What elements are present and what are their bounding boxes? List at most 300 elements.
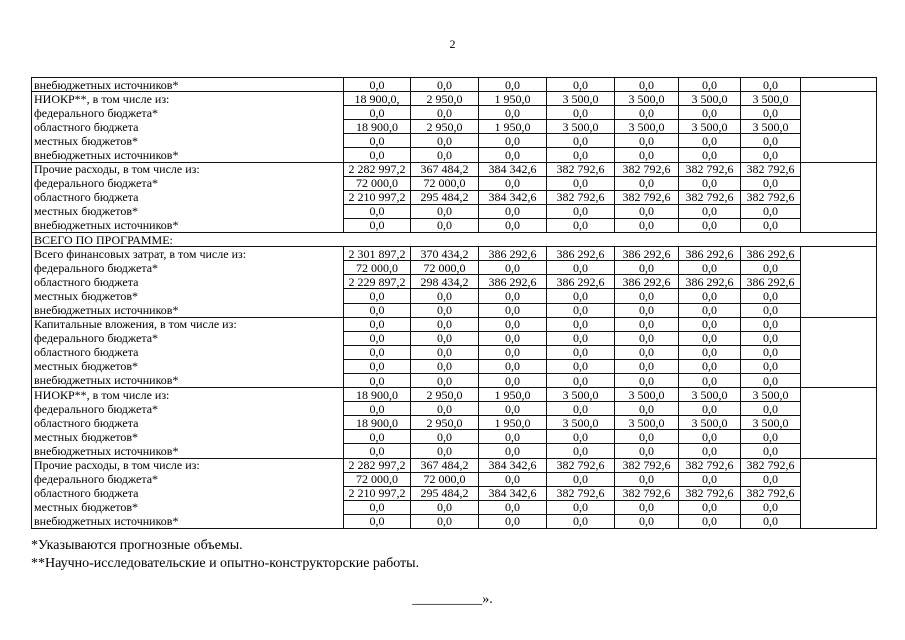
row-label: Прочие расходы, в том числе из: [32,458,344,472]
value-cell: 0,0 [615,106,679,120]
value-cell: 0,0 [547,359,615,373]
value-cell: 382 792,6 [679,162,741,176]
value-cell: 2 282 997,2 [344,162,411,176]
budget-table [31,77,877,529]
value-cell: 0,0 [547,289,615,303]
value-cell: 0,0 [679,444,741,458]
value-cell: 0,0 [741,78,801,92]
value-cell: 0,0 [547,204,615,218]
empty-cell [801,261,877,275]
value-cell: 386 292,6 [615,247,679,261]
value-cell: 0,0 [547,444,615,458]
table-row [32,345,877,359]
table-row [32,162,877,176]
value-cell: 2 950,0 [411,92,479,106]
empty-cell [801,472,877,486]
table-row [32,78,877,92]
table-row [32,472,877,486]
value-cell: 72 000,0 [344,261,411,275]
value-cell: 0,0 [479,444,547,458]
value-cell: 0,0 [479,148,547,162]
value-cell: 18 900,0, [344,92,411,106]
value-cell: 2 301 897,2 [344,247,411,261]
value-cell: 0,0 [547,373,615,387]
value-cell: 0,0 [679,78,741,92]
value-cell: 386 292,6 [741,247,801,261]
table-row [32,317,877,331]
value-cell: 2 282 997,2 [344,458,411,472]
value-cell: 1 950,0 [479,416,547,430]
value-cell: 0,0 [615,204,679,218]
value-cell: 0,0 [679,261,741,275]
value-cell: 298 434,2 [411,275,479,289]
value-cell: 0,0 [615,317,679,331]
value-cell: 0,0 [411,500,479,514]
value-cell: 0,0 [479,500,547,514]
closing-line: __________». [412,592,493,607]
value-cell: 0,0 [479,289,547,303]
value-cell: 0,0 [344,345,411,359]
value-cell: 0,0 [615,289,679,303]
table-row [32,303,877,317]
value-cell: 0,0 [344,106,411,120]
value-cell: 384 342,6 [479,458,547,472]
value-cell: 3 500,0 [679,416,741,430]
value-cell: 0,0 [344,402,411,416]
empty-cell [801,190,877,204]
row-label: федерального бюджета* [32,176,344,190]
value-cell: 382 792,6 [741,458,801,472]
value-cell: 0,0 [679,373,741,387]
value-cell: 18 900,0 [344,120,411,134]
table-row [32,416,877,430]
value-cell: 1 950,0 [479,92,547,106]
value-cell: 3 500,0 [615,388,679,402]
value-cell: 0,0 [741,134,801,148]
value-cell: 1 950,0 [479,120,547,134]
row-label: местных бюджетов* [32,430,344,444]
row-label: областного бюджета [32,275,344,289]
value-cell: 72 000,0 [411,261,479,275]
table-row [32,500,877,514]
value-cell: 0,0 [479,472,547,486]
value-cell: 0,0 [615,444,679,458]
row-label: областного бюджета [32,345,344,359]
value-cell: 0,0 [411,303,479,317]
empty-cell [801,345,877,359]
empty-cell [801,444,877,458]
footnote-niokr: **Научно-исследовательские и опытно-конструкторские работы. [31,556,420,571]
empty-cell [801,289,877,303]
table-row [32,331,877,345]
row-label: местных бюджетов* [32,289,344,303]
value-cell: 382 792,6 [547,486,615,500]
value-cell: 0,0 [615,78,679,92]
value-cell: 386 292,6 [547,247,615,261]
row-label: внебюджетных источников* [32,78,344,92]
value-cell: 0,0 [741,303,801,317]
value-cell: 0,0 [479,218,547,232]
empty-cell [801,303,877,317]
table-row [32,359,877,373]
value-cell: 3 500,0 [547,92,615,106]
value-cell: 18 900,0 [344,388,411,402]
value-cell: 0,0 [615,402,679,416]
empty-cell [801,275,877,289]
value-cell: 0,0 [741,345,801,359]
value-cell: 0,0 [741,317,801,331]
value-cell: 2 950,0 [411,416,479,430]
value-cell: 3 500,0 [741,388,801,402]
value-cell: 0,0 [679,148,741,162]
value-cell: 295 484,2 [411,486,479,500]
value-cell: 0,0 [411,204,479,218]
row-label: областного бюджета [32,190,344,204]
empty-cell [801,247,877,261]
value-cell: 0,0 [615,359,679,373]
value-cell: 0,0 [479,430,547,444]
row-label: местных бюджетов* [32,500,344,514]
table-row [32,486,877,500]
value-cell: 0,0 [547,134,615,148]
value-cell: 0,0 [615,176,679,190]
value-cell: 0,0 [344,317,411,331]
value-cell: 0,0 [615,514,679,528]
value-cell: 0,0 [344,303,411,317]
empty-cell [801,162,877,176]
value-cell: 3 500,0 [547,388,615,402]
table-row [32,176,877,190]
value-cell: 382 792,6 [615,162,679,176]
value-cell: 0,0 [741,148,801,162]
value-cell: 3 500,0 [615,92,679,106]
value-cell: 386 292,6 [547,275,615,289]
value-cell: 0,0 [741,106,801,120]
empty-cell [801,416,877,430]
value-cell: 0,0 [411,289,479,303]
value-cell: 0,0 [479,345,547,359]
value-cell: 0,0 [547,402,615,416]
value-cell: 382 792,6 [741,190,801,204]
footnotes [31,537,631,573]
value-cell: 0,0 [615,218,679,232]
table-row [32,402,877,416]
value-cell: 0,0 [344,500,411,514]
value-cell: 0,0 [479,134,547,148]
value-cell: 0,0 [741,472,801,486]
value-cell: 0,0 [679,176,741,190]
value-cell: 0,0 [679,430,741,444]
value-cell: 0,0 [615,430,679,444]
value-cell: 3 500,0 [615,120,679,134]
value-cell: 386 292,6 [679,275,741,289]
row-label: федерального бюджета* [32,472,344,486]
value-cell: 0,0 [479,303,547,317]
value-cell: 386 292,6 [741,275,801,289]
value-cell: 0,0 [615,500,679,514]
value-cell: 0,0 [547,514,615,528]
value-cell: 0,0 [741,204,801,218]
value-cell: 0,0 [411,134,479,148]
value-cell: 0,0 [615,148,679,162]
value-cell: 0,0 [679,303,741,317]
value-cell: 0,0 [411,359,479,373]
table-row [32,190,877,204]
empty-cell [801,430,877,444]
value-cell: 72 000,0 [344,472,411,486]
value-cell: 0,0 [344,514,411,528]
value-cell: 0,0 [741,359,801,373]
value-cell: 0,0 [344,430,411,444]
value-cell: 0,0 [547,472,615,486]
value-cell: 0,0 [679,500,741,514]
value-cell: 382 792,6 [679,190,741,204]
value-cell: 0,0 [679,106,741,120]
row-label: внебюджетных источников* [32,444,344,458]
value-cell: 0,0 [615,331,679,345]
value-cell: 0,0 [741,444,801,458]
value-cell: 0,0 [479,359,547,373]
empty-cell [801,359,877,373]
row-label: федерального бюджета* [32,261,344,275]
value-cell: 382 792,6 [547,162,615,176]
value-cell: 0,0 [679,402,741,416]
table-row [32,92,877,106]
value-cell: 0,0 [479,402,547,416]
empty-cell [801,204,877,218]
value-cell: 382 792,6 [679,458,741,472]
value-cell: 0,0 [411,78,479,92]
section-heading: ВСЕГО ПО ПРОГРАММЕ: [32,233,877,247]
value-cell: 3 500,0 [679,92,741,106]
value-cell: 370 434,2 [411,247,479,261]
row-label: Капитальные вложения, в том числе из: [32,317,344,331]
value-cell: 18 900,0 [344,416,411,430]
table-row [32,106,877,120]
value-cell: 382 792,6 [679,486,741,500]
value-cell: 0,0 [344,331,411,345]
row-label: федерального бюджета* [32,402,344,416]
empty-cell [801,514,877,528]
value-cell: 0,0 [547,317,615,331]
value-cell: 0,0 [344,373,411,387]
value-cell: 0,0 [547,106,615,120]
value-cell: 384 342,6 [479,162,547,176]
row-label: внебюджетных источников* [32,514,344,528]
value-cell: 3 500,0 [679,120,741,134]
value-cell: 0,0 [411,148,479,162]
value-cell: 382 792,6 [741,486,801,500]
value-cell: 0,0 [679,331,741,345]
value-cell: 0,0 [479,78,547,92]
value-cell: 0,0 [479,317,547,331]
value-cell: 3 500,0 [741,120,801,134]
table-row [32,458,877,472]
row-label: местных бюджетов* [32,204,344,218]
table-row [32,120,877,134]
value-cell: 72 000,0 [411,472,479,486]
value-cell: 0,0 [344,134,411,148]
value-cell: 0,0 [411,444,479,458]
value-cell: 0,0 [615,134,679,148]
value-cell: 0,0 [741,289,801,303]
value-cell: 0,0 [741,500,801,514]
value-cell: 382 792,6 [741,162,801,176]
table-row [32,233,877,247]
value-cell: 0,0 [741,331,801,345]
value-cell: 3 500,0 [741,92,801,106]
value-cell: 0,0 [344,289,411,303]
empty-cell [801,148,877,162]
row-label: местных бюджетов* [32,134,344,148]
value-cell: 0,0 [679,218,741,232]
value-cell: 0,0 [741,514,801,528]
value-cell: 0,0 [344,204,411,218]
value-cell: 2 229 897,2 [344,275,411,289]
table-row [32,134,877,148]
row-label: местных бюджетов* [32,359,344,373]
value-cell: 1 950,0 [479,388,547,402]
value-cell: 0,0 [411,218,479,232]
row-label: НИОКР**, в том числе из: [32,388,344,402]
value-cell: 72 000,0 [411,176,479,190]
value-cell: 382 792,6 [547,458,615,472]
value-cell: 0,0 [615,345,679,359]
value-cell: 0,0 [547,430,615,444]
value-cell: 0,0 [547,148,615,162]
page-number: 2 [449,37,456,51]
budget-table-body [32,78,877,529]
empty-cell [801,500,877,514]
value-cell: 0,0 [479,331,547,345]
empty-cell [801,176,877,190]
table-row [32,218,877,232]
value-cell: 2 950,0 [411,120,479,134]
value-cell: 367 484,2 [411,458,479,472]
empty-cell [801,317,877,331]
row-label: федерального бюджета* [32,331,344,345]
table-row [32,275,877,289]
value-cell: 0,0 [741,176,801,190]
value-cell: 295 484,2 [411,190,479,204]
table-row [32,388,877,402]
value-cell: 0,0 [479,514,547,528]
value-cell: 0,0 [411,345,479,359]
table-row [32,148,877,162]
value-cell: 0,0 [479,176,547,190]
row-label: внебюджетных источников* [32,303,344,317]
value-cell: 382 792,6 [615,458,679,472]
empty-cell [801,373,877,387]
value-cell: 3 500,0 [679,388,741,402]
value-cell: 3 500,0 [547,416,615,430]
row-label: Прочие расходы, в том числе из: [32,162,344,176]
empty-cell [801,331,877,345]
value-cell: 0,0 [741,402,801,416]
row-label: Всего финансовых затрат, в том числе из: [32,247,344,261]
value-cell: 0,0 [479,106,547,120]
value-cell: 384 342,6 [479,190,547,204]
empty-cell [801,106,877,120]
value-cell: 0,0 [547,345,615,359]
value-cell: 0,0 [344,218,411,232]
value-cell: 2 210 997,2 [344,190,411,204]
value-cell: 0,0 [741,261,801,275]
value-cell: 0,0 [547,218,615,232]
empty-cell [801,92,877,106]
value-cell: 0,0 [679,289,741,303]
value-cell: 386 292,6 [679,247,741,261]
value-cell: 367 484,2 [411,162,479,176]
value-cell: 382 792,6 [615,486,679,500]
value-cell: 0,0 [479,261,547,275]
value-cell: 0,0 [411,331,479,345]
row-label: областного бюджета [32,486,344,500]
value-cell: 0,0 [411,402,479,416]
value-cell: 0,0 [411,106,479,120]
table-row [32,261,877,275]
value-cell: 386 292,6 [479,247,547,261]
value-cell: 0,0 [479,204,547,218]
row-label: внебюджетных источников* [32,218,344,232]
row-label: НИОКР**, в том числе из: [32,92,344,106]
value-cell: 386 292,6 [615,275,679,289]
value-cell: 72 000,0 [344,176,411,190]
table-row [32,247,877,261]
value-cell: 0,0 [615,373,679,387]
empty-cell [801,402,877,416]
row-label: внебюджетных источников* [32,373,344,387]
footnote-forecast: *Указываются прогнозные объемы. [31,538,243,553]
value-cell: 0,0 [344,444,411,458]
value-cell: 0,0 [679,134,741,148]
value-cell: 0,0 [679,204,741,218]
empty-cell [801,78,877,92]
empty-cell [801,388,877,402]
table-row [32,204,877,218]
value-cell: 384 342,6 [479,486,547,500]
value-cell: 386 292,6 [479,275,547,289]
row-label: областного бюджета [32,416,344,430]
value-cell: 0,0 [547,303,615,317]
value-cell: 3 500,0 [547,120,615,134]
value-cell: 2 950,0 [411,388,479,402]
table-row [32,289,877,303]
empty-cell [801,458,877,472]
value-cell: 0,0 [615,472,679,486]
row-label: федерального бюджета* [32,106,344,120]
value-cell: 0,0 [547,78,615,92]
table-row [32,514,877,528]
value-cell: 0,0 [547,261,615,275]
table-row [32,430,877,444]
empty-cell [801,120,877,134]
value-cell: 0,0 [615,303,679,317]
value-cell: 0,0 [547,176,615,190]
value-cell: 0,0 [411,317,479,331]
table-row [32,444,877,458]
row-label: областного бюджета [32,120,344,134]
value-cell: 0,0 [547,500,615,514]
value-cell: 0,0 [479,373,547,387]
value-cell: 0,0 [411,514,479,528]
empty-cell [801,134,877,148]
value-cell: 382 792,6 [547,190,615,204]
value-cell: 0,0 [679,514,741,528]
table-row [32,373,877,387]
value-cell: 0,0 [615,261,679,275]
value-cell: 0,0 [344,148,411,162]
